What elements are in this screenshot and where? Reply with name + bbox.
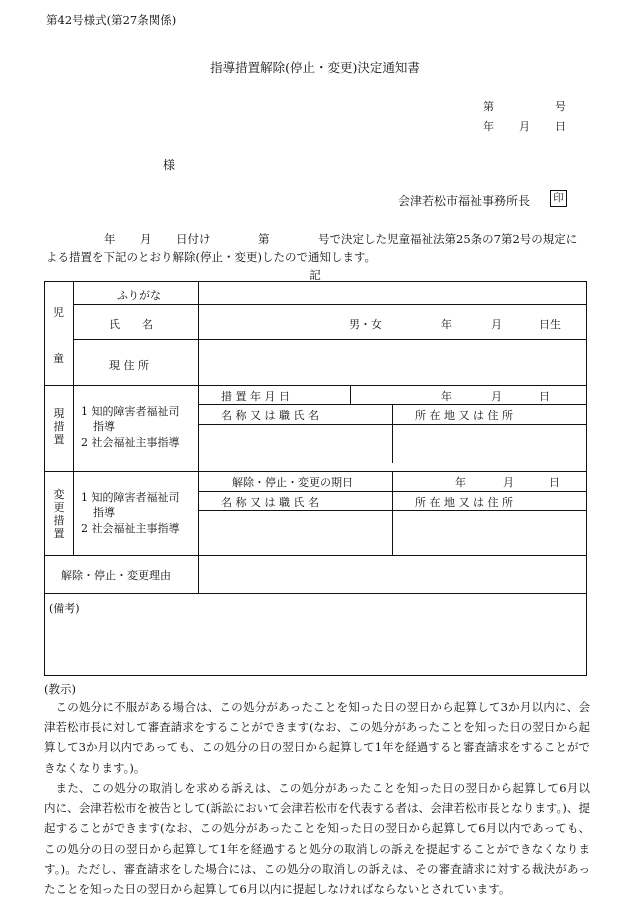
remarks-label: (備考) [49,602,80,615]
recipient-suffix: 様 [163,158,176,172]
change-date-year: 年 [455,476,466,489]
change-name-column: 名 称 又 は 職 氏 名 [221,496,319,509]
ki-mark: 記 [309,268,321,282]
doc-number-prefix: 第 [483,100,494,113]
current-address-column: 所 在 地 又 は 住 所 [415,409,513,422]
change-item-1: 1 知的障害者福祉司 [81,491,180,504]
birth-month: 月 [491,318,502,331]
child-label-1: 児 [53,306,64,319]
child-label-2: 童 [53,352,64,365]
doc-date-year: 年 [483,120,494,133]
address-label: 現 住 所 [109,359,149,372]
name-label: 氏 名 [109,318,153,331]
details-table [44,281,587,676]
measure-date-day: 日 [539,390,550,403]
body-line1: 号で決定した児童福祉法第25条の7第2号の規定に [318,232,578,246]
measure-date-month: 月 [491,390,502,403]
change-date-month: 月 [503,476,514,489]
notice-heading: (教示) [44,682,76,696]
body-day-ref: 日付け [176,232,211,246]
measure-item-1: 1 知的障害者福祉司 [81,405,180,418]
change-item-1-cont: 指導 [93,506,115,519]
change-date-day: 日 [549,476,560,489]
body-month: 月 [140,232,152,246]
birth-day: 日生 [539,318,561,331]
change-address-column: 所 在 地 又 は 住 所 [415,496,513,509]
body-year: 年 [104,232,116,246]
doc-date-month: 月 [519,120,530,133]
body-number-prefix: 第 [258,232,270,246]
measure-date-year: 年 [441,390,452,403]
body-line2: よる措置を下記のとおり解除(停止・変更)したので通知します。 [46,250,377,264]
notice-paragraph-1: この処分に不服がある場合は、この処分があったことを知った日の翌日から起算して3か月以内に、会津若松市長に対して審査請求をすることができます(なお、この処分があったことを知った日の翌日から起算して3か月以内であっても、この処分の日の翌日から起算して1年を経過すると審査請求をすることができなくなります。)。 [44,700,590,775]
doc-date-day: 日 [555,120,566,133]
document-title: 指導措置解除(停止・変更)決定通知書 [210,60,420,75]
doc-number-suffix: 号 [555,100,566,113]
seal-mark: 印 [550,190,567,207]
current-measure-label: 現 措 置 [53,407,65,446]
sex-field: 男・女 [349,318,382,331]
notice-paragraph-2: また、この処分の取消しを求める訴えは、この処分があったことを知った日の翌日から起算して6月以内に、会津若松市を被告として(訴訟において会津若松市を代表する者は、会津若松市長となります。)、提起することができます(なお、この処分があったことを知った日の翌日から起算して6月以内であっても、この処分の日の翌日から起算して1年を経過すると処分の取消しの訴えを提起することができなくなります。)。ただし、審査請求をした場合には、この処分の取消しの訴えは、その審査請求に対する裁決があったことを知った日の翌日から起算して6月以内に提起しなければならないとされています。 [44,781,590,897]
change-date-label: 解除・停止・変更の期日 [232,476,353,489]
measure-item-2: 2 社会福祉主事指導 [81,436,180,449]
furigana-label: ふりがな [117,289,161,302]
form-number: 第42号様式(第27条関係) [46,13,177,27]
issuer-name: 会津若松市福祉事務所長 [398,194,531,208]
birth-year: 年 [441,318,452,331]
reason-label: 解除・停止・変更理由 [61,569,171,582]
measure-item-1-cont: 指導 [93,420,115,433]
change-measure-label: 変 更 措 置 [53,488,65,540]
change-item-2: 2 社会福祉主事指導 [81,522,180,535]
current-name-column: 名 称 又 は 職 氏 名 [221,409,319,422]
measure-date-label: 措 置 年 月 日 [221,390,290,403]
